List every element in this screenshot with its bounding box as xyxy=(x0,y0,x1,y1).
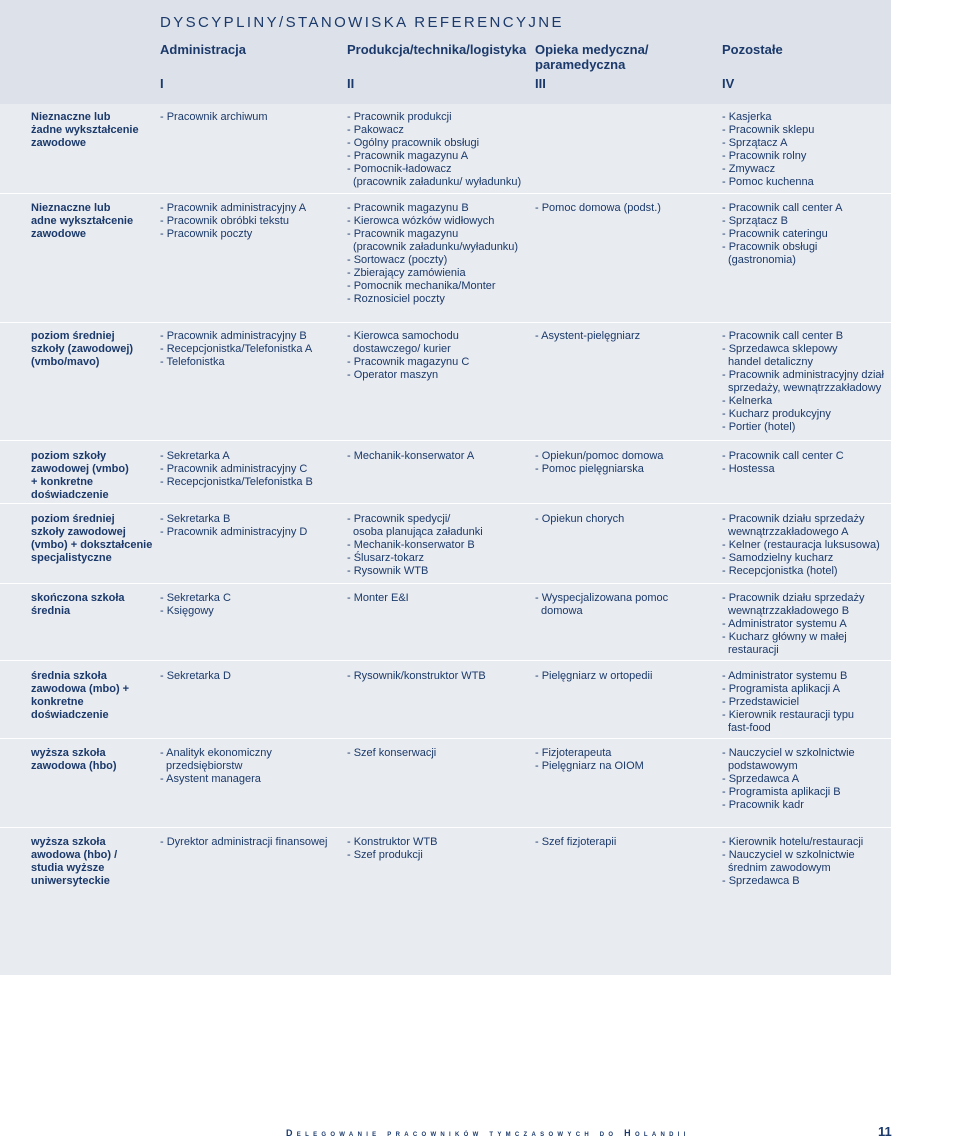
table-cell xyxy=(722,513,887,578)
position-item: - Pracownik archiwum xyxy=(160,111,268,123)
position-item: - Asystent managera xyxy=(160,773,261,785)
position-item: - Pielęgniarz na OIOM xyxy=(535,760,644,772)
position-item: - Nauczyciel w szkolnictwie xyxy=(722,849,855,861)
table-cell xyxy=(347,111,527,189)
position-item: - Pracownik call center C xyxy=(722,450,844,462)
position-item: - Pracownik działu sprzedaży xyxy=(722,513,865,525)
table-cell xyxy=(535,513,715,526)
position-item: - Pielęgniarz w ortopedii xyxy=(535,670,653,682)
table-cell xyxy=(347,670,527,683)
table-cell xyxy=(535,670,715,683)
position-item: wewnątrzzakładowego B xyxy=(728,605,850,617)
table-cell xyxy=(160,592,340,618)
column-header-opieka-medyczna: Opieka medyczna/ paramedyczna xyxy=(535,42,649,72)
table-cell xyxy=(722,450,887,476)
position-item: - Kierowca wózków widłowych xyxy=(347,215,495,227)
position-item: - Pracownik magazynu B xyxy=(347,202,469,214)
table-cell xyxy=(722,592,887,657)
position-item: handel detaliczny xyxy=(728,356,814,368)
table-cell xyxy=(347,202,527,306)
table-cell xyxy=(535,592,715,618)
table-cell xyxy=(535,836,715,849)
row-separator xyxy=(0,503,891,504)
row-label: poziom średniej szkoły (zawodowej) (vmbo/mavo) xyxy=(31,330,134,368)
row-label: poziom szkoły zawodowej (vmbo) + konkretne doświadczenie xyxy=(31,450,129,501)
position-item: - Pracownik administracyjny A xyxy=(160,202,307,214)
position-item: - Roznosiciel poczty xyxy=(347,293,445,305)
position-item: - Pracownik administracyjny B xyxy=(160,330,307,342)
position-item: - Sekretarka C xyxy=(160,592,231,604)
row-label: wyższa szkoła awodowa (hbo) / studia wyższe uniwersyteckie xyxy=(31,836,118,887)
row-separator xyxy=(0,440,891,441)
position-item: - Zmywacz xyxy=(722,163,776,175)
row-separator xyxy=(0,193,891,194)
position-item: - Kierownik restauracji typu xyxy=(722,709,855,721)
table-cell xyxy=(160,513,340,539)
position-item: - Sortowacz (poczty) xyxy=(347,254,448,266)
position-item: - Kierowca samochodu xyxy=(347,330,459,342)
column-header-pozostale: Pozostałe xyxy=(722,42,783,57)
position-item: - Szef konserwacji xyxy=(347,747,437,759)
table-header xyxy=(0,0,891,104)
position-item: - Rysownik/konstruktor WTB xyxy=(347,670,486,682)
position-item: - Kelner (restauracja luksusowa) xyxy=(722,539,880,551)
position-item: - Opiekun chorych xyxy=(535,513,625,525)
position-item: sprzedaży, wewnątrzzakładowy xyxy=(728,382,882,394)
position-item: - Kelnerka xyxy=(722,395,773,407)
position-item: - Pracownik spedycji/ xyxy=(347,513,451,525)
position-item: - Przedstawiciel xyxy=(722,696,800,708)
position-item: - Pracownik administracyjny C xyxy=(160,463,308,475)
row-label: poziom średniej szkoły zawodowej (vmbo) + dokształcenie specjalistyczne xyxy=(31,513,153,564)
position-item: osoba planująca załadunki xyxy=(353,526,483,538)
table-cell xyxy=(160,202,340,241)
position-item: - Kucharz główny w małej xyxy=(722,631,847,643)
row-label: wyższa szkoła zawodowa (hbo) xyxy=(31,747,117,772)
position-item: - Telefonistka xyxy=(160,356,225,368)
table-cell xyxy=(347,450,527,463)
position-item: - Pracownik magazynu xyxy=(347,228,459,240)
table-cell xyxy=(347,330,527,382)
position-item: - Pracownik sklepu xyxy=(722,124,815,136)
position-item: - Pomoc pielęgniarska xyxy=(535,463,644,475)
position-item: wewnątrzzakładowego A xyxy=(728,526,849,538)
position-item: - Pomocnik mechanika/Monter xyxy=(347,280,496,292)
position-item: - Pracownik działu sprzedaży xyxy=(722,592,865,604)
position-item: - Mechanik-konserwator A xyxy=(347,450,475,462)
position-item: - Sekretarka D xyxy=(160,670,231,682)
position-item: - Zbierający zamówienia xyxy=(347,267,466,279)
table-cell xyxy=(535,450,715,476)
position-item: średnim zawodowym xyxy=(728,862,831,874)
position-item: - Pomoc kuchenna xyxy=(722,176,814,188)
row-separator xyxy=(0,827,891,828)
table-cell xyxy=(160,836,340,849)
row-separator xyxy=(0,660,891,661)
position-item: przedsiębiorstw xyxy=(166,760,243,772)
position-item: - Rysownik WTB xyxy=(347,565,429,577)
row-separator xyxy=(0,738,891,739)
position-item: - Administrator systemu A xyxy=(722,618,847,630)
position-item: - Pracownik administracyjny dział xyxy=(722,369,884,381)
row-label: średnia szkoła zawodowa (mbo) + konkretne doświadczenie xyxy=(31,670,130,721)
position-item: - Samodzielny kucharz xyxy=(722,552,834,564)
position-item: - Sekretarka A xyxy=(160,450,230,462)
column-header-produkcja: Produkcja/technika/logistyka xyxy=(347,42,527,57)
table-cell xyxy=(347,747,527,760)
table-cell xyxy=(722,836,887,888)
position-item: (pracownik załadunku/ wyładunku) xyxy=(353,176,522,188)
position-item: - Recepcjonistka/Telefonistka A xyxy=(160,343,313,355)
table-cell xyxy=(535,330,715,343)
row-label: Nieznaczne lub adne wykształcenie zawodowe xyxy=(31,202,134,240)
position-item: - Portier (hotel) xyxy=(722,421,796,433)
table-cell xyxy=(160,330,340,369)
position-item: dostawczego/ kurier xyxy=(353,343,451,355)
position-item: - Pakowacz xyxy=(347,124,404,136)
table-title: DYSCYPLINY/STANOWISKA REFERENCYJNE xyxy=(160,14,564,31)
position-item: - Pracownik call center B xyxy=(722,330,844,342)
position-item: - Pracownik call center A xyxy=(722,202,843,214)
position-item: - Pracownik produkcji xyxy=(347,111,452,123)
position-item: - Konstruktor WTB xyxy=(347,836,438,848)
position-item: - Wyspecjalizowana pomoc xyxy=(535,592,669,604)
table-cell xyxy=(160,450,340,489)
position-item: - Sprzątacz A xyxy=(722,137,788,149)
column-number-3: III xyxy=(535,76,546,91)
position-item: - Pracownik obsługi xyxy=(722,241,818,253)
position-item: - Księgowy xyxy=(160,605,214,617)
table-cell xyxy=(347,592,527,605)
position-item: - Sprzedawca A xyxy=(722,773,800,785)
position-item: - Opiekun/pomoc domowa xyxy=(535,450,664,462)
position-item: fast-food xyxy=(728,722,771,734)
position-item: - Fizjoterapeuta xyxy=(535,747,612,759)
position-item: (gastronomia) xyxy=(728,254,796,266)
position-item: - Sprzedawca sklepowy xyxy=(722,343,838,355)
position-item: - Analityk ekonomiczny xyxy=(160,747,272,759)
position-item: - Pracownik rolny xyxy=(722,150,807,162)
position-item: - Pomoc domowa (podst.) xyxy=(535,202,661,214)
table-cell xyxy=(722,202,887,267)
position-item: - Pracownik magazynu C xyxy=(347,356,470,368)
position-item: - Pracownik kadr xyxy=(722,799,804,811)
row-label: skończona szkoła średnia xyxy=(31,592,125,617)
position-item: - Administrator systemu B xyxy=(722,670,848,682)
position-item: - Sprzątacz B xyxy=(722,215,789,227)
table-cell xyxy=(160,111,340,124)
position-item: - Recepcjonistka/Telefonistka B xyxy=(160,476,313,488)
footer-title: Delegowanie pracowników tymczasowych do Holandii xyxy=(286,1128,690,1138)
table-cell xyxy=(160,747,340,786)
position-item: - Ogólny pracownik obsługi xyxy=(347,137,480,149)
table-cell xyxy=(722,747,887,812)
position-item: - Sekretarka B xyxy=(160,513,231,525)
position-item: - Pomocnik-ładowacz xyxy=(347,163,452,175)
position-item: - Programista aplikacji B xyxy=(722,786,841,798)
position-item: domowa xyxy=(541,605,583,617)
column-number-2: II xyxy=(347,76,355,91)
position-item: - Mechanik-konserwator B xyxy=(347,539,475,551)
position-item: - Pracownik magazynu A xyxy=(347,150,469,162)
table-cell xyxy=(722,670,887,735)
position-item: (pracownik załadunku/wyładunku) xyxy=(353,241,519,253)
position-item: - Pracownik obróbki tekstu xyxy=(160,215,289,227)
position-item: - Kucharz produkcyjny xyxy=(722,408,831,420)
position-item: - Pracownik administracyjny D xyxy=(160,526,308,538)
row-label: Nieznaczne lub żadne wykształcenie zawodowe xyxy=(31,111,139,149)
position-item: - Nauczyciel w szkolnictwie xyxy=(722,747,855,759)
row-separator xyxy=(0,583,891,584)
position-item: - Sprzedawca B xyxy=(722,875,800,887)
column-header-administracja: Administracja xyxy=(160,42,246,57)
position-item: - Ślusarz-tokarz xyxy=(347,552,425,564)
column-number-1: I xyxy=(160,76,164,91)
table-cell xyxy=(347,513,527,578)
position-item: - Monter E&I xyxy=(347,592,409,604)
position-item: - Pracownik cateringu xyxy=(722,228,828,240)
position-item: restauracji xyxy=(728,644,779,656)
position-item: - Dyrektor administracji finansowej xyxy=(160,836,328,848)
position-item: podstawowym xyxy=(728,760,798,772)
table-cell xyxy=(535,747,715,773)
table-cell xyxy=(535,202,715,215)
position-item: - Szef fizjoterapii xyxy=(535,836,617,848)
table-cell xyxy=(347,836,527,862)
position-item: - Operator maszyn xyxy=(347,369,439,381)
position-item: - Szef produkcji xyxy=(347,849,423,861)
table-cell xyxy=(722,111,887,189)
column-number-4: IV xyxy=(722,76,735,91)
row-separator xyxy=(0,322,891,323)
position-item: - Recepcjonistka (hotel) xyxy=(722,565,838,577)
position-item: - Programista aplikacji A xyxy=(722,683,840,695)
page-number: 11 xyxy=(878,1124,892,1139)
table-cell xyxy=(160,670,340,683)
position-item: - Kierownik hotelu/restauracji xyxy=(722,836,864,848)
position-item: - Hostessa xyxy=(722,463,775,475)
position-item: - Asystent-pielęgniarz xyxy=(535,330,641,342)
position-item: - Pracownik poczty xyxy=(160,228,253,240)
position-item: - Kasjerka xyxy=(722,111,772,123)
table-cell xyxy=(722,330,887,434)
